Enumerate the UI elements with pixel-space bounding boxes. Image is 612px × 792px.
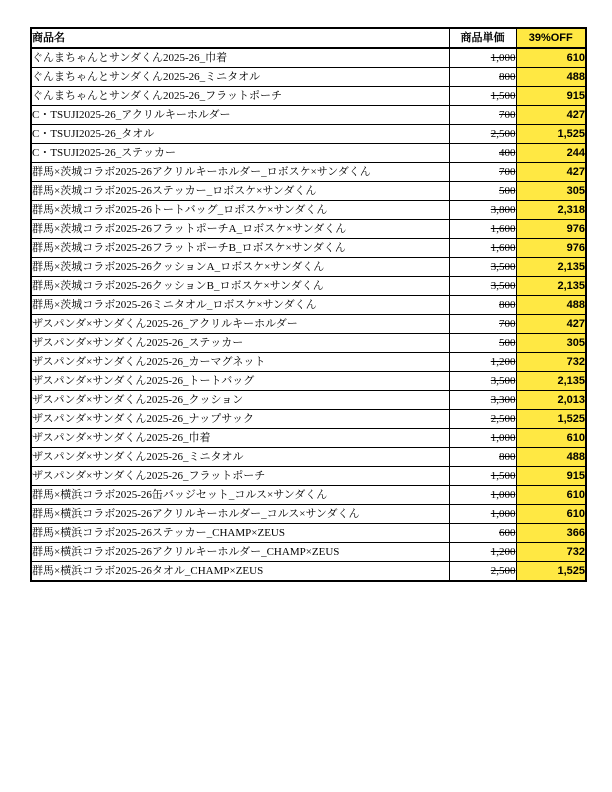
unit-price-value: 700 [499,109,516,121]
product-name-cell: 群馬×茨城コラボ2025-26アクリルキーホルダー_ロボスケ×サンダくん [31,163,449,182]
product-name-cell: ザスパンダ×サンダくん2025-26_ミニタオル [31,448,449,467]
product-name-cell: ザスパンダ×サンダくん2025-26_クッション [31,391,449,410]
unit-price-value: 1,600 [490,242,516,254]
unit-price-value: 3,800 [490,204,516,216]
unit-price-value: 500 [499,337,516,349]
header-product-name: 商品名 [31,28,449,48]
table-row [31,239,586,258]
unit-price-cell [449,277,516,296]
table-row [31,106,586,125]
discount-price-cell: 1,525 [516,562,586,582]
table-row [31,410,586,429]
product-name-cell: C・TSUJI2025-26_ステッカー [31,144,449,163]
unit-price-cell [449,391,516,410]
unit-price-cell [449,48,516,68]
unit-price-value: 1,600 [490,223,516,235]
product-name-cell: 群馬×茨城コラボ2025-26フラットポーチA_ロボスケ×サンダくん [31,220,449,239]
product-name-cell: 群馬×横浜コラボ2025-26アクリルキーホルダー_コルス×サンダくん [31,505,449,524]
discount-price-cell: 488 [516,296,586,315]
unit-price-value: 3,300 [490,394,516,406]
product-name-cell: ザスパンダ×サンダくん2025-26_アクリルキーホルダー [31,315,449,334]
table-row [31,448,586,467]
unit-price-value: 1,200 [490,546,516,558]
discount-price-cell: 732 [516,543,586,562]
product-name-cell: 群馬×茨城コラボ2025-26トートバッグ_ロボスケ×サンダくん [31,201,449,220]
unit-price-value: 1,500 [490,90,516,102]
unit-price-value: 800 [499,451,516,463]
unit-price-cell [449,524,516,543]
unit-price-cell [449,467,516,486]
discount-price-cell: 732 [516,353,586,372]
discount-price-cell: 610 [516,48,586,68]
table-row [31,144,586,163]
discount-price-cell: 366 [516,524,586,543]
product-name-cell: C・TSUJI2025-26_アクリルキーホルダー [31,106,449,125]
unit-price-cell [449,125,516,144]
unit-price-value: 1,200 [490,356,516,368]
discount-price-cell: 2,135 [516,258,586,277]
price-table-body [31,48,586,581]
product-name-cell: 群馬×横浜コラボ2025-26缶バッジセット_コルス×サンダくん [31,486,449,505]
product-name-cell: 群馬×横浜コラボ2025-26アクリルキーホルダー_CHAMP×ZEUS [31,543,449,562]
table-row [31,391,586,410]
unit-price-cell [449,296,516,315]
unit-price-value: 1,500 [490,470,516,482]
unit-price-cell [449,220,516,239]
unit-price-value: 800 [499,299,516,311]
discount-price-cell: 427 [516,106,586,125]
unit-price-cell [449,372,516,391]
product-name-cell: C・TSUJI2025-26_タオル [31,125,449,144]
discount-price-cell: 976 [516,239,586,258]
product-name-cell: 群馬×茨城コラボ2025-26ステッカー_ロボスケ×サンダくん [31,182,449,201]
product-name-cell: ザスパンダ×サンダくん2025-26_ナップサック [31,410,449,429]
unit-price-value: 500 [499,185,516,197]
unit-price-cell [449,429,516,448]
discount-price-cell: 1,525 [516,125,586,144]
discount-price-cell: 244 [516,144,586,163]
unit-price-cell [449,410,516,429]
table-row [31,524,586,543]
unit-price-cell [449,163,516,182]
discount-price-cell: 915 [516,467,586,486]
table-row [31,258,586,277]
unit-price-value: 1,000 [490,489,516,501]
table-row [31,315,586,334]
unit-price-value: 800 [499,71,516,83]
header-row [31,28,586,48]
table-row [31,87,586,106]
product-name-cell: 群馬×横浜コラボ2025-26タオル_CHAMP×ZEUS [31,562,449,582]
unit-price-cell [449,182,516,201]
unit-price-value: 400 [499,147,516,159]
discount-price-cell: 976 [516,220,586,239]
unit-price-cell [449,353,516,372]
unit-price-value: 700 [499,166,516,178]
unit-price-cell [449,258,516,277]
unit-price-value: 1,000 [490,432,516,444]
product-name-cell: ザスパンダ×サンダくん2025-26_カーマグネット [31,353,449,372]
unit-price-value: 2,500 [490,128,516,140]
unit-price-cell [449,87,516,106]
product-name-cell: ぐんまちゃんとサンダくん2025-26_ミニタオル [31,68,449,87]
table-row [31,48,586,68]
product-name-cell: 群馬×茨城コラボ2025-26クッションA_ロボスケ×サンダくん [31,258,449,277]
discount-price-cell: 2,318 [516,201,586,220]
unit-price-value: 2,500 [490,565,516,577]
product-name-cell: ザスパンダ×サンダくん2025-26_巾着 [31,429,449,448]
unit-price-cell [449,543,516,562]
table-row [31,467,586,486]
unit-price-cell [449,486,516,505]
header-unit-price: 商品単価 [449,28,516,48]
unit-price-value: 3,500 [490,375,516,387]
product-name-cell: 群馬×茨城コラボ2025-26フラットポーチB_ロボスケ×サンダくん [31,239,449,258]
discount-price-cell: 427 [516,315,586,334]
table-row [31,562,586,582]
discount-price-cell: 915 [516,87,586,106]
unit-price-cell [449,106,516,125]
table-row [31,429,586,448]
discount-price-cell: 2,135 [516,372,586,391]
price-table [30,27,587,582]
unit-price-cell [449,239,516,258]
table-row [31,182,586,201]
unit-price-cell [449,68,516,87]
unit-price-cell [449,448,516,467]
unit-price-cell [449,334,516,353]
unit-price-value: 600 [499,527,516,539]
unit-price-value: 3,500 [490,280,516,292]
product-name-cell: 群馬×茨城コラボ2025-26ミニタオル_ロボスケ×サンダくん [31,296,449,315]
product-name-cell: 群馬×茨城コラボ2025-26クッションB_ロボスケ×サンダくん [31,277,449,296]
table-row [31,220,586,239]
discount-price-cell: 427 [516,163,586,182]
discount-price-cell: 610 [516,505,586,524]
product-name-cell: ザスパンダ×サンダくん2025-26_ステッカー [31,334,449,353]
unit-price-cell [449,201,516,220]
table-row [31,543,586,562]
unit-price-value: 2,500 [490,413,516,425]
discount-price-cell: 610 [516,429,586,448]
discount-price-cell: 488 [516,448,586,467]
table-row [31,505,586,524]
unit-price-value: 1,000 [490,52,516,64]
table-row [31,68,586,87]
unit-price-cell [449,505,516,524]
discount-price-cell: 488 [516,68,586,87]
unit-price-value: 3,500 [490,261,516,273]
table-row [31,296,586,315]
header-discount: 39%OFF [516,28,586,48]
unit-price-cell [449,144,516,163]
product-name-cell: 群馬×横浜コラボ2025-26ステッカー_CHAMP×ZEUS [31,524,449,543]
discount-price-cell: 305 [516,334,586,353]
table-row [31,353,586,372]
table-row [31,334,586,353]
product-name-cell: ぐんまちゃんとサンダくん2025-26_フラットポーチ [31,87,449,106]
unit-price-value: 1,000 [490,508,516,520]
discount-price-cell: 2,135 [516,277,586,296]
product-name-cell: ザスパンダ×サンダくん2025-26_トートバッグ [31,372,449,391]
discount-price-cell: 1,525 [516,410,586,429]
discount-price-cell: 2,013 [516,391,586,410]
table-row [31,125,586,144]
table-row [31,486,586,505]
product-name-cell: ぐんまちゃんとサンダくん2025-26_巾着 [31,48,449,68]
table-row [31,201,586,220]
discount-price-cell: 305 [516,182,586,201]
table-row [31,277,586,296]
unit-price-cell [449,315,516,334]
table-row [31,372,586,391]
table-row [31,163,586,182]
unit-price-value: 700 [499,318,516,330]
discount-price-cell: 610 [516,486,586,505]
unit-price-cell [449,562,516,582]
product-name-cell: ザスパンダ×サンダくん2025-26_フラットポーチ [31,467,449,486]
